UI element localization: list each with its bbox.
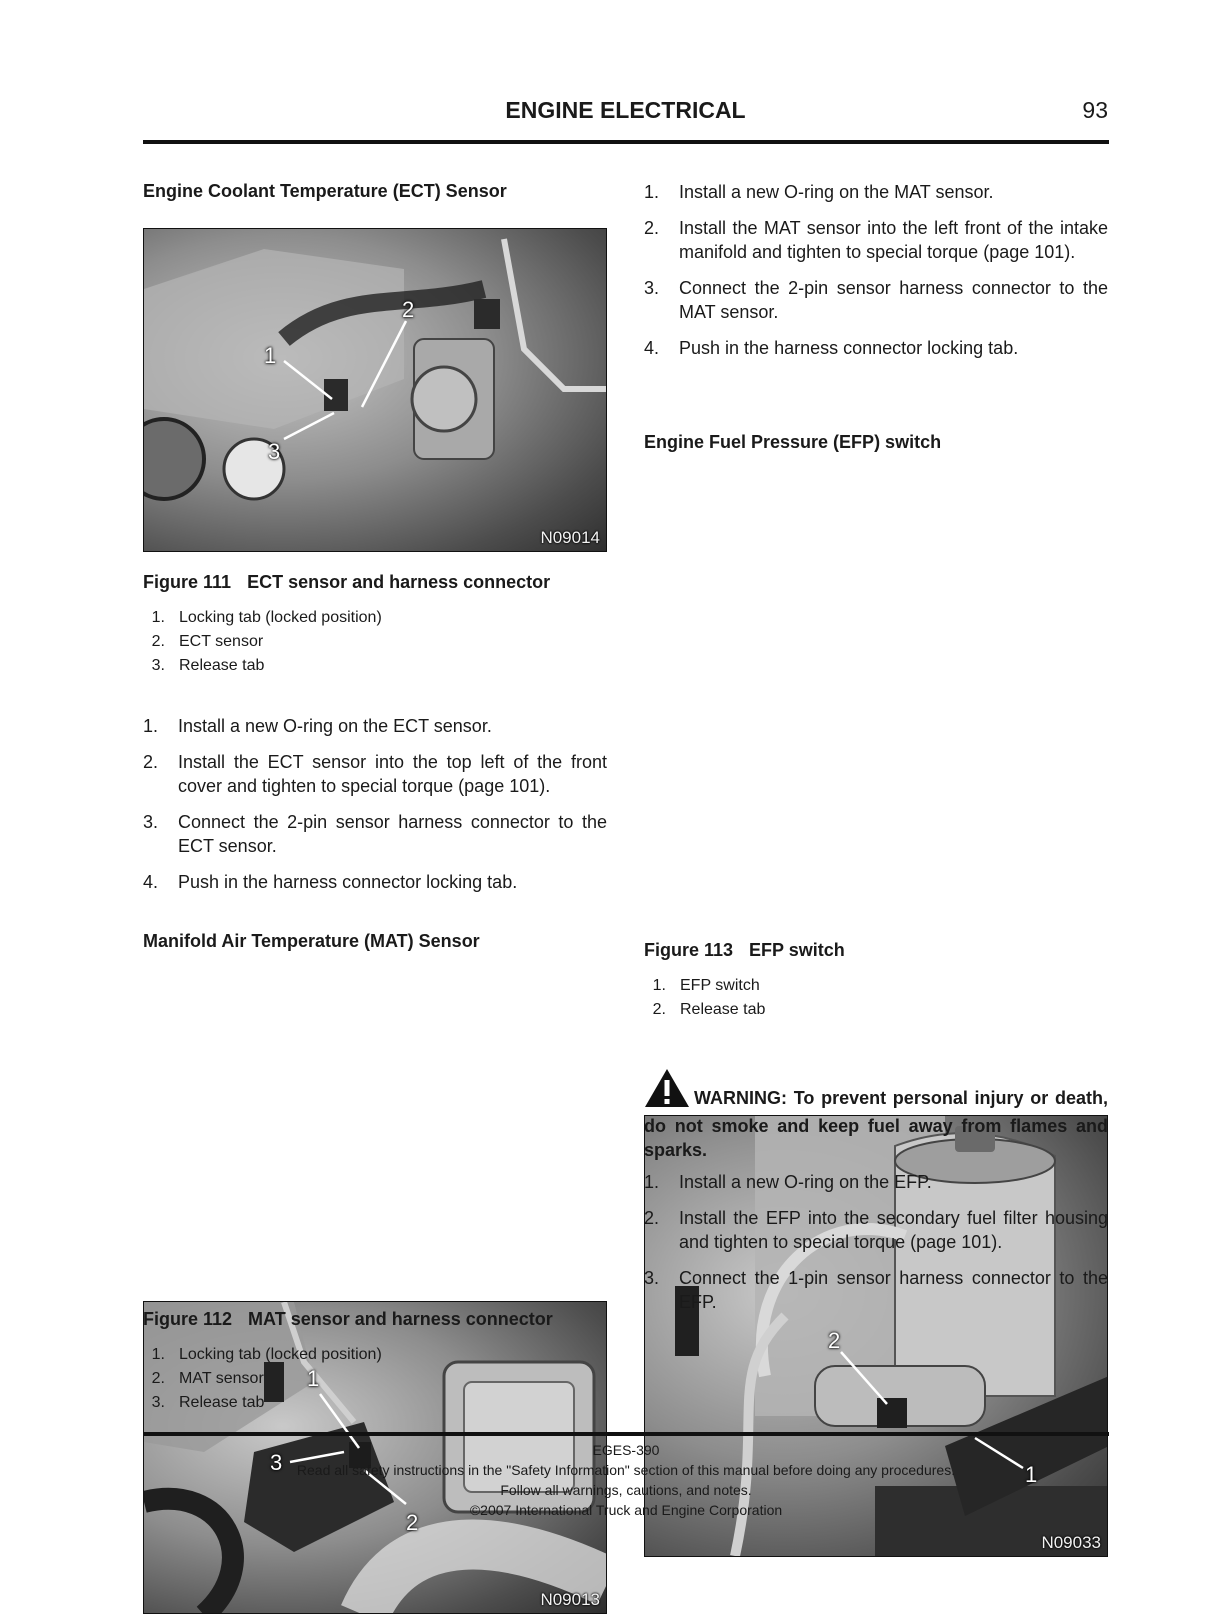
step-num: 1.: [644, 182, 660, 202]
legend-num: 2.: [652, 1001, 666, 1018]
legend-text: Locking tab (locked position): [179, 1346, 382, 1363]
step-num: 2.: [143, 752, 159, 772]
step-text: Push in the harness connector locking tab.: [679, 338, 1019, 358]
footer-copyright: ©2007 International Truck and Engine Corporation: [469, 1502, 783, 1518]
legend-num: 1.: [151, 609, 165, 626]
figure-code: N09033: [1041, 1533, 1101, 1552]
callout-1: 1: [1025, 1462, 1038, 1487]
callout-1: 1: [307, 1366, 320, 1391]
footer-rule: [143, 1432, 1109, 1436]
mat-heading: Manifold Air Temperature (MAT) Sensor: [143, 931, 480, 951]
figure-title: EFP switch: [749, 940, 845, 960]
figure-code: N09013: [540, 1590, 600, 1609]
step-item: [644, 216, 1108, 264]
step-text: Install a new O-ring on the EFP.: [679, 1172, 932, 1192]
step-item: [644, 1170, 1108, 1194]
legend-text: Release tab: [680, 1001, 766, 1018]
warning-text: WARNING: To prevent personal injury or death, do not smoke and keep fuel away from flames and sparks.: [644, 1088, 1108, 1160]
step-text: Install a new O-ring on the ECT sensor.: [178, 716, 492, 736]
step-text: Install a new O-ring on the MAT sensor.: [679, 182, 994, 202]
step-text: Install the MAT sensor into the left front of the intake manifold and tighten to special torque (page 101).: [679, 218, 1108, 262]
doc-code: EGES-390: [592, 1442, 660, 1458]
footer-safety-line: Read all safety instructions in the "Safety Information" section of this manual before doing any procedures.: [296, 1462, 956, 1478]
callout-1: 1: [264, 343, 277, 368]
legend-item: [644, 998, 1108, 1022]
legend-text: EFP switch: [680, 977, 760, 994]
step-num: 3.: [644, 1268, 660, 1288]
header-rule: [143, 140, 1109, 144]
fuel-warning: [644, 1068, 1108, 1162]
figure-title: ECT sensor and harness connector: [247, 572, 551, 592]
callout-2: 2: [402, 297, 415, 322]
step-item: [644, 180, 1108, 204]
page-number: 93: [1082, 97, 1108, 123]
warning-triangle-icon: [644, 1068, 690, 1114]
step-item: [644, 1206, 1108, 1254]
step-text: Install the EFP into the secondary fuel filter housing and tighten to special torque (page 101).: [679, 1208, 1108, 1252]
legend-text: Release tab: [179, 657, 265, 674]
ect-install-steps: [143, 714, 607, 906]
legend-item: [143, 1367, 607, 1391]
legend-item: [143, 630, 607, 654]
legend-item: [143, 1391, 607, 1415]
step-item: [143, 870, 607, 894]
legend-num: 3.: [151, 1394, 165, 1411]
figure-title: MAT sensor and harness connector: [248, 1309, 553, 1329]
legend-num: 2.: [151, 1370, 165, 1387]
callout-3: 3: [268, 439, 281, 464]
legend-num: 1.: [652, 977, 666, 994]
step-num: 3.: [143, 812, 159, 832]
step-text: Install the ECT sensor into the top left of the front cover and tighten to special torque (page 101).: [178, 752, 607, 796]
callout-2: 2: [406, 1510, 419, 1535]
mat-install-steps: [644, 180, 1108, 372]
figure-112-legend: [143, 1343, 607, 1415]
legend-text: Release tab: [179, 1394, 265, 1411]
legend-num: 2.: [151, 633, 165, 650]
figure-113-caption: [644, 940, 1108, 961]
step-num: 1.: [143, 716, 159, 736]
figure-111-photo: [143, 228, 607, 552]
legend-item: [143, 606, 607, 630]
figure-111-legend: [143, 606, 607, 678]
step-num: 1.: [644, 1172, 660, 1192]
legend-num: 3.: [151, 657, 165, 674]
legend-text: MAT sensor: [179, 1370, 264, 1387]
figure-code: N09014: [540, 528, 600, 547]
step-item: [644, 336, 1108, 360]
legend-item: [644, 974, 1108, 998]
ect-heading: Engine Coolant Temperature (ECT) Sensor: [143, 181, 507, 201]
step-num: 3.: [644, 278, 660, 298]
legend-item: [143, 654, 607, 678]
step-item: [644, 276, 1108, 324]
figure-112-caption: [143, 1309, 607, 1330]
legend-text: Locking tab (locked position): [179, 609, 382, 626]
efp-install-steps: [644, 1170, 1108, 1326]
figure-number: Figure 112: [143, 1309, 233, 1329]
legend-item: [143, 1343, 607, 1367]
step-text: Push in the harness connector locking tab.: [178, 872, 518, 892]
callout-3: 3: [270, 1450, 283, 1475]
step-num: 4.: [644, 338, 660, 358]
figure-113-legend: [644, 974, 1108, 1022]
legend-text: ECT sensor: [179, 633, 264, 650]
figure-111-caption: [143, 572, 607, 593]
step-item: [143, 750, 607, 798]
step-text: Connect the 1-pin sensor harness connector to the EFP.: [679, 1268, 1108, 1312]
step-num: 2.: [644, 218, 660, 238]
step-item: [143, 810, 607, 858]
footer-warnings-line: Follow all warnings, cautions, and notes.: [500, 1482, 752, 1498]
step-item: [644, 1266, 1108, 1314]
page-title: ENGINE ELECTRICAL: [505, 97, 746, 123]
figure-111-illustration: [144, 229, 607, 552]
legend-num: 1.: [151, 1346, 165, 1363]
figure-number: Figure 111: [143, 572, 232, 592]
step-num: 4.: [143, 872, 159, 892]
figure-number: Figure 113: [644, 940, 734, 960]
step-text: Connect the 2-pin sensor harness connector to the ECT sensor.: [178, 812, 607, 856]
footer: [143, 1440, 1109, 1520]
efp-heading: Engine Fuel Pressure (EFP) switch: [644, 432, 942, 452]
step-text: Connect the 2-pin sensor harness connector to the MAT sensor.: [679, 278, 1108, 322]
callout-2: 2: [828, 1328, 841, 1353]
step-item: [143, 714, 607, 738]
step-num: 2.: [644, 1208, 660, 1228]
